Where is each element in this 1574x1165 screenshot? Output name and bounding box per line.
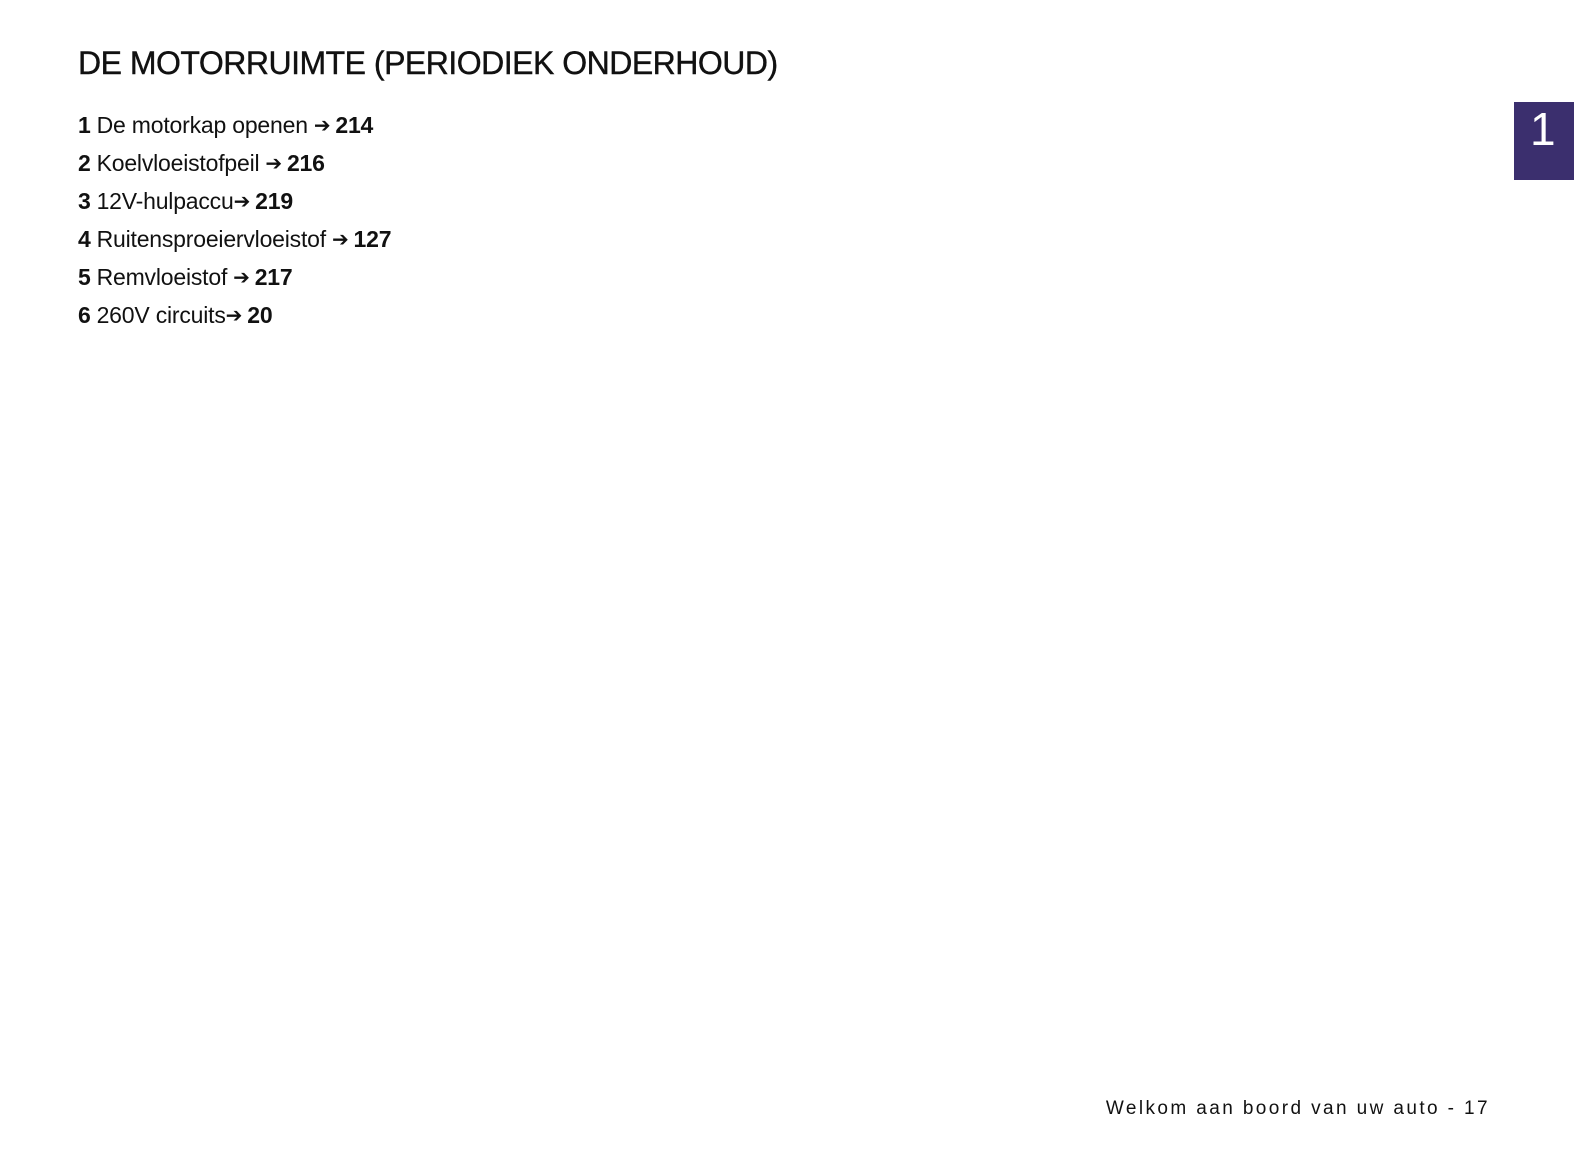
item-number: 4 xyxy=(78,226,91,252)
page-reference: 219 xyxy=(255,188,293,214)
item-number: 2 xyxy=(78,150,91,176)
item-label: Remvloeistof xyxy=(96,264,228,290)
page-reference: 217 xyxy=(254,264,293,290)
item-label: Ruitensproeiervloeistof xyxy=(96,226,326,252)
item-number: 5 xyxy=(78,264,91,290)
arrow-right-icon: ➔ xyxy=(233,267,250,289)
item-label: De motorkap openen xyxy=(96,112,308,138)
page-footer: Welkom aan boord van uw auto - 17 xyxy=(1105,1098,1490,1119)
item-number: 6 xyxy=(78,302,91,328)
page-reference: 216 xyxy=(286,150,325,176)
arrow-right-icon: ➔ xyxy=(225,305,243,327)
page-title: DE MOTORRUIMTE (PERIODIEK ONDERHOUD) xyxy=(78,45,778,81)
toc-item xyxy=(78,106,391,144)
arrow-right-icon: ➔ xyxy=(331,229,349,251)
page-reference: 214 xyxy=(335,112,374,138)
toc-item xyxy=(78,296,391,334)
item-label: 260V circuits xyxy=(96,302,226,328)
arrow-right-icon: ➔ xyxy=(265,153,282,175)
item-label: 12V-hulpaccu xyxy=(96,188,234,214)
item-number: 3 xyxy=(78,188,91,214)
toc-item xyxy=(78,182,391,220)
arrow-right-icon: ➔ xyxy=(313,115,331,137)
page-reference: 20 xyxy=(247,302,273,328)
toc-item xyxy=(78,220,391,258)
item-label: Koelvloeistofpeil xyxy=(96,150,260,176)
arrow-right-icon: ➔ xyxy=(233,191,251,213)
toc-item xyxy=(78,144,391,182)
chapter-tab: 1 xyxy=(1514,102,1574,180)
page-reference: 127 xyxy=(353,226,392,252)
toc-item xyxy=(78,258,391,296)
toc-list xyxy=(78,106,391,334)
item-number: 1 xyxy=(78,112,91,138)
